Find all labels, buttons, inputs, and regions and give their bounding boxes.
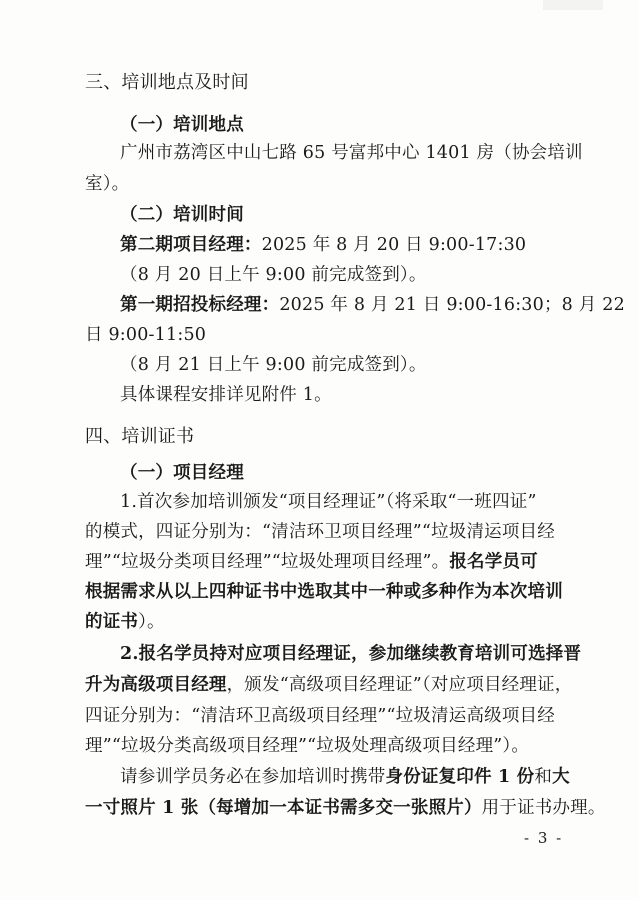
p1-line-3-normal: 理”“垃圾分类项目经理”“垃圾处理项目经理”。 [85, 552, 450, 572]
section3-sub1-heading: （一）培训地点 [120, 115, 244, 135]
p1-line-2: 的模式，四证分别为：“清洁环卫项目经理”“垃圾清运项目经 [85, 522, 555, 542]
section4-heading: 四、培训证书 [85, 426, 195, 447]
p2-line-3: 四证分别为：“清洁环卫高级项目经理”“垃圾清运高级项目经 [85, 706, 555, 726]
section3-sub2-heading: （二）培训时间 [120, 205, 244, 225]
p1-line-5-bold: 的证书 [85, 612, 139, 632]
period2-label: 第二期项目经理： [120, 235, 262, 255]
period2-line [120, 234, 596, 256]
period2-note: （8 月 20 日上午 9:00 前完成签到）。 [120, 265, 427, 285]
schedule-note: 具体课程安排详见附件 1。 [120, 385, 332, 405]
period1-note: （8 月 21 日上午 9:00 前完成签到）。 [120, 355, 427, 375]
p1-line-5 [85, 611, 561, 633]
period1-line-1 [120, 294, 625, 316]
p3-line-2-a: 一寸照片 1 张（每增加一本证书需多交一张照片） [85, 798, 482, 818]
p1-line-4: 根据需求从以上四种证书中选取其中一种或多种作为本次培训 [85, 582, 563, 602]
p3-line-1-a: 请参训学员务必在参加培训时携带 [120, 767, 386, 787]
p3-line-1 [120, 766, 596, 788]
p1-line-5-end: ）。 [138, 612, 165, 632]
period1-label: 第一期招投标经理： [120, 295, 280, 315]
address-line-1: 广州市荔湾区中山七路 65 号富邦中心 1401 房（协会培训 [120, 143, 583, 163]
period1-time-line-2: 日 9:00-11:50 [85, 325, 207, 345]
p2-line-1: 2.报名学员持对应项目经理证，参加继续教育培训可选择晋 [120, 644, 582, 664]
p3-line-2-b: 用于证书办理。 [481, 798, 606, 818]
address-line-2: 室）。 [85, 174, 130, 194]
section3-heading: 三、培训地点及时间 [85, 72, 249, 93]
period1-time-line-1: 2025 年 8 月 21 日 9:00-16:30；8 月 22 [279, 295, 625, 315]
page-number: - 3 - [524, 829, 564, 847]
p3-line-1-d: 大 [552, 767, 570, 787]
p1-line-1: 1.首次参加培训颁发“项目经理证”（将采取“一班四证” [120, 492, 537, 512]
section4-sub1-heading: （一）项目经理 [120, 463, 244, 483]
p1-line-3-bold: 报名学员可 [449, 552, 538, 572]
p3-line-1-c: 和 [534, 767, 553, 787]
p2-line-2 [85, 674, 573, 696]
scan-artifact [543, 0, 603, 10]
p2-line-2-normal: ，颁发“高级项目经理证”（对应项目经理证， [226, 675, 573, 695]
p3-line-2 [85, 797, 606, 819]
p3-line-1-b: 身份证复印件 1 份 [385, 767, 535, 787]
p2-line-4: 理”“垃圾分类高级项目经理”“垃圾处理高级项目经理”）。 [85, 736, 530, 756]
p2-line-2-bold: 升为高级项目经理 [85, 675, 227, 695]
p1-line-3 [85, 551, 561, 573]
period2-time: 2025 年 8 月 20 日 9:00-17:30 [261, 235, 527, 255]
